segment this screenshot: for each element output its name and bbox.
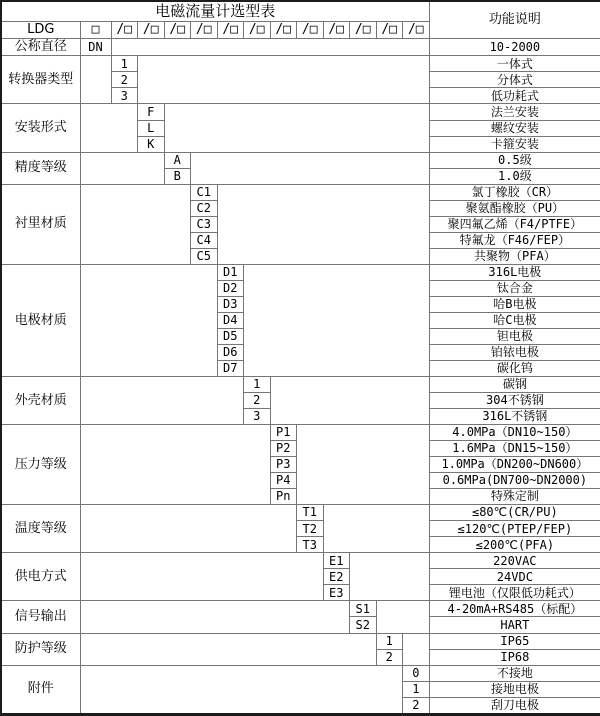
option-code: T2 [297, 521, 324, 537]
option-description: 刮刀电极 [429, 697, 600, 714]
option-code: S1 [350, 601, 377, 617]
dn-row [1, 39, 600, 56]
option-description: ≤200℃(PFA) [429, 537, 600, 553]
option-row [1, 425, 600, 441]
option-code: 1 [376, 633, 403, 649]
model-slot-box: /□ [244, 21, 271, 38]
option-description: 共聚物（PFA） [429, 248, 600, 264]
model-prefix: LDG [1, 21, 80, 38]
option-code: 0 [403, 665, 430, 681]
spacer-cell [164, 104, 429, 152]
option-description: 氯丁橡胶（CR） [429, 184, 600, 200]
option-code: D7 [217, 360, 244, 376]
option-code: 3 [244, 409, 271, 425]
option-code: T3 [297, 537, 324, 553]
option-description: 钛合金 [429, 280, 600, 296]
option-code: D4 [217, 312, 244, 328]
model-first-box: □ [80, 21, 111, 38]
option-code: C4 [191, 232, 218, 248]
spacer-cell [80, 553, 323, 601]
option-description: 低功耗式 [429, 88, 600, 104]
category-label: 衬里材质 [1, 184, 80, 264]
spacer-cell [350, 553, 430, 601]
option-code: D2 [217, 280, 244, 296]
option-code: P2 [270, 441, 297, 457]
option-description: 哈C电极 [429, 312, 600, 328]
option-description: 螺纹安装 [429, 120, 600, 136]
model-slot-box: /□ [350, 21, 377, 38]
option-row [1, 264, 600, 280]
spacer-cell [80, 633, 376, 665]
option-code: P3 [270, 457, 297, 473]
model-slot-box: /□ [191, 21, 218, 38]
option-description: 铂铱电极 [429, 344, 600, 360]
option-code: K [138, 136, 165, 152]
spacer-cell [270, 377, 429, 425]
option-row [1, 601, 600, 617]
option-code: D6 [217, 344, 244, 360]
option-description: 特殊定制 [429, 489, 600, 505]
category-label: 安装形式 [1, 104, 80, 152]
model-slot-box: /□ [403, 21, 430, 38]
option-row [1, 505, 600, 521]
option-description: ≤80℃(CR/PU) [429, 505, 600, 521]
option-description: 不接地 [429, 665, 600, 681]
option-description: 碳钢 [429, 377, 600, 393]
spacer-cell [80, 264, 217, 376]
model-slot-box: /□ [297, 21, 324, 38]
spacer-cell [297, 425, 430, 505]
spacer-cell [80, 425, 270, 505]
spacer-cell [403, 633, 430, 665]
option-code: 2 [403, 697, 430, 714]
option-code: E3 [323, 585, 350, 601]
category-label: 温度等级 [1, 505, 80, 553]
option-description: 1.0MPa（DN200~DN600） [429, 457, 600, 473]
category-label: 精度等级 [1, 152, 80, 184]
dn-code: DN [80, 39, 111, 56]
model-slot-box: /□ [164, 21, 191, 38]
option-code: 2 [376, 649, 403, 665]
option-code: E2 [323, 569, 350, 585]
spacer-cell [80, 104, 138, 152]
option-description: IP65 [429, 633, 600, 649]
model-slot-box: /□ [217, 21, 244, 38]
model-slot-box: /□ [111, 21, 138, 38]
option-description: 碳化钨 [429, 360, 600, 376]
option-code: B [164, 168, 191, 184]
option-description: 304不锈钢 [429, 393, 600, 409]
option-code: C5 [191, 248, 218, 264]
category-label: 防护等级 [1, 633, 80, 665]
option-description: 聚氨酯橡胶（PU） [429, 200, 600, 216]
option-row [1, 553, 600, 569]
option-code: 1 [111, 56, 138, 72]
option-description: 1.0级 [429, 168, 600, 184]
option-description: 24VDC [429, 569, 600, 585]
option-code: E1 [323, 553, 350, 569]
option-code: 2 [111, 72, 138, 88]
option-code: F [138, 104, 165, 120]
option-code: C2 [191, 200, 218, 216]
category-label: 信号输出 [1, 601, 80, 633]
option-row [1, 104, 600, 120]
option-description: 0.6MPa(DN700~DN2000) [429, 473, 600, 489]
option-description: 特氟龙（F46/FEP） [429, 232, 600, 248]
header-row [1, 1, 600, 21]
category-label: 转换器类型 [1, 56, 80, 104]
option-row [1, 665, 600, 681]
spacer-cell [244, 264, 430, 376]
model-slot-box: /□ [376, 21, 403, 38]
option-code: C1 [191, 184, 218, 200]
model-slot-box: /□ [138, 21, 165, 38]
spacer-cell [80, 184, 191, 264]
model-slot-box: /□ [270, 21, 297, 38]
option-code: A [164, 152, 191, 168]
option-code: P4 [270, 473, 297, 489]
spacer-cell [191, 152, 430, 184]
option-description: 4.0MPa（DN10~150） [429, 425, 600, 441]
table-title: 电磁流量计选型表 [1, 1, 429, 21]
option-description: 一体式 [429, 56, 600, 72]
option-description: ≤120℃(PTEP/FEP) [429, 521, 600, 537]
function-column-header: 功能说明 [429, 1, 600, 39]
option-code: 2 [244, 393, 271, 409]
option-code: D3 [217, 296, 244, 312]
option-code: C3 [191, 216, 218, 232]
category-label: 电极材质 [1, 264, 80, 376]
option-code: 3 [111, 88, 138, 104]
category-label: 附件 [1, 665, 80, 714]
option-code: 1 [244, 377, 271, 393]
spacer-cell [80, 505, 297, 553]
option-row [1, 184, 600, 200]
category-label: 外壳材质 [1, 377, 80, 425]
option-description: 分体式 [429, 72, 600, 88]
option-row [1, 633, 600, 649]
spacer-cell [80, 152, 164, 184]
option-code: D5 [217, 328, 244, 344]
option-description: 哈B电极 [429, 296, 600, 312]
option-description: 0.5级 [429, 152, 600, 168]
spacer-cell [80, 601, 350, 633]
option-description: 法兰安装 [429, 104, 600, 120]
option-description: 钽电极 [429, 328, 600, 344]
option-code: P1 [270, 425, 297, 441]
option-description: 卡箍安装 [429, 136, 600, 152]
option-code: Pn [270, 489, 297, 505]
option-description: IP68 [429, 649, 600, 665]
option-description: 接地电极 [429, 681, 600, 697]
option-description: 316L电极 [429, 264, 600, 280]
spacer-cell [80, 377, 244, 425]
option-code: D1 [217, 264, 244, 280]
option-code: S2 [350, 617, 377, 633]
spacer-cell [217, 184, 429, 264]
option-row [1, 377, 600, 393]
spacer-cell [80, 56, 111, 104]
category-label: 公称直径 [1, 39, 80, 56]
spacer-cell [138, 56, 430, 104]
option-code: 1 [403, 681, 430, 697]
option-description: HART [429, 617, 600, 633]
category-label: 压力等级 [1, 425, 80, 505]
category-label: 供电方式 [1, 553, 80, 601]
spacer-cell [80, 665, 403, 714]
spacer-cell [376, 601, 429, 633]
option-description: 10-2000 [429, 39, 600, 56]
option-row [1, 56, 600, 72]
option-description: 4-20mA+RS485（标配） [429, 601, 600, 617]
option-description: 316L不锈钢 [429, 409, 600, 425]
model-slot-box: /□ [323, 21, 350, 38]
option-code: L [138, 120, 165, 136]
option-description: 220VAC [429, 553, 600, 569]
option-code: T1 [297, 505, 324, 521]
option-description: 1.6MPa（DN15~150） [429, 441, 600, 457]
spacer-cell [111, 39, 429, 56]
option-description: 聚四氟乙烯（F4/PTFE） [429, 216, 600, 232]
option-row [1, 152, 600, 168]
option-description: 锂电池（仅限低功耗式） [429, 585, 600, 601]
spacer-cell [323, 505, 429, 553]
